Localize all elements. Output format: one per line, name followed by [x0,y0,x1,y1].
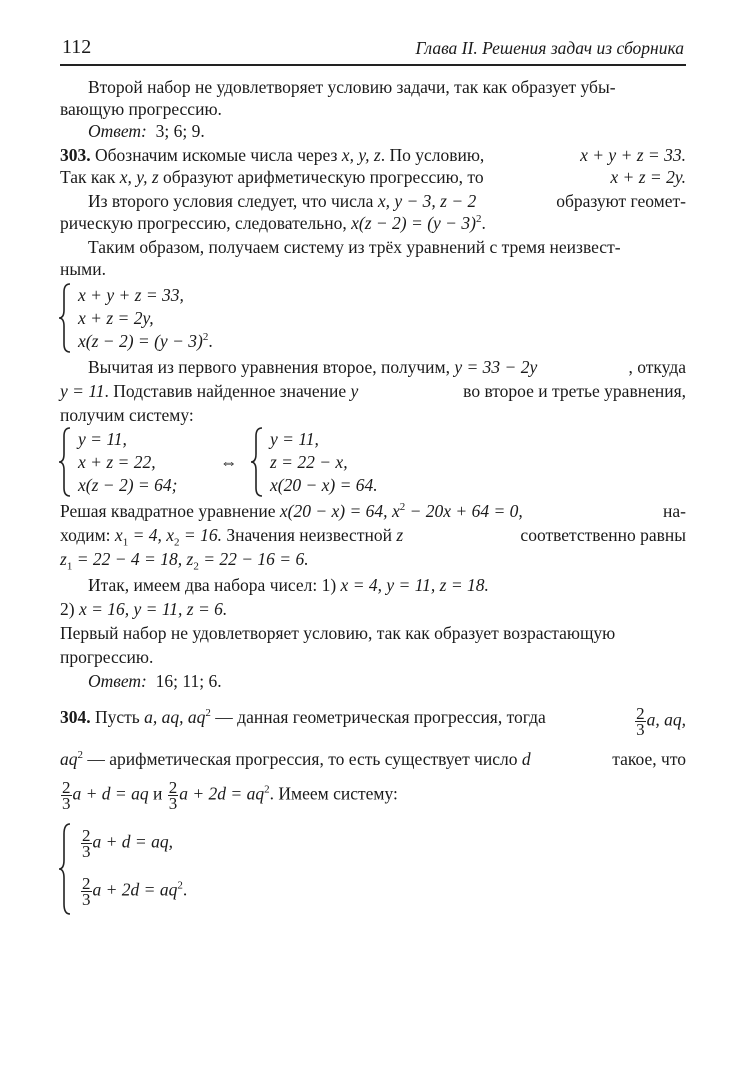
answer-line [88,120,205,142]
answer-label: Ответ: [88,671,147,691]
problem-303-line: ходим: $x_1 = 4$, $x_2 = 16$. Значения неизвестной z соответственно равны [60,525,686,549]
system-equation: x + z = 2y, [78,308,154,328]
problem-303-line: Вычитая из первого уравнения второе, получим, y = 33 − 2y , откуда [88,357,686,377]
problem-303-line: Первый набор не удовлетворяет условию, так как образует возрастающую [60,623,616,643]
problem-303-line: рическую прогрессию, следовательно, $x(z - 2) = (y - 3)^2$. [60,213,486,233]
equivalence-symbol: ⇔ [220,452,238,472]
system-brace [58,426,72,498]
system-equation: z = 22 − x, [270,452,348,472]
system-brace [250,426,264,498]
page-number: 112 [62,36,92,58]
answer-value: 16; 11; 6. [155,671,222,691]
system-brace [58,282,72,354]
problem-303-line: ными. [60,259,106,279]
system-equation: y = 11, [270,429,319,449]
problem-303-line: Так как x, y, z образуют арифметическую прогрессию, то x + z = 2y. [60,167,686,187]
problem-303-line: y = 11. Подставив найденное значение y во второе и третье уравнения, [60,381,686,401]
problem-303-line: 303. Обозначим искомые числа через x, y, z. По условию, x + y + z = 33. [60,145,686,165]
system-equation: x + y + z = 33, [78,285,184,305]
fraction: $\frac{2}{3}$ [636,704,645,739]
fraction: $\frac{2}{3}$ [82,826,91,861]
paragraph-line: Второй набор не удовлетворяет условию задачи, так как образует убы- [88,77,616,97]
fraction: $\frac{2}{3}$ [62,778,71,813]
fraction: $\frac{2}{3}$ [82,874,91,909]
problem-303-line: $z_1 = 22 - 4 = 18$, $z_2 = 22 - 16 = 6$. [60,549,309,573]
problem-304-line: $\frac{2}{3}$ a + d = aq и $\frac{2}{3}$ $a + 2d = aq^2$. Имеем систему: [62,778,398,813]
system-equation: x(20 − x) = 64. [270,475,378,495]
system-equation: $x(z - 2) = (y - 3)^2$. [78,331,213,351]
problem-304-line: $aq^2$ — арифметическая прогрессия, то есть существует число d такое, что [60,749,686,769]
problem-303-line: Таким образом, получаем систему из трёх уравнений с тремя неизвест- [88,237,621,257]
problem-number: 303. [60,145,91,165]
system-equation: $\frac{2}{3}$ a + d = aq, [82,826,173,861]
system-equation: y = 11, [78,429,127,449]
problem-303-line: прогрессию. [60,647,154,667]
problem-303-line: Из второго условия следует, что числа x, y − 3, z − 2 образуют геомет- [88,191,686,211]
answer-value: 3; 6; 9. [155,121,205,141]
answer-label: Ответ: [88,121,147,141]
system-brace [58,822,72,916]
header-rule [60,64,686,66]
problem-303-line: 2) x = 16, y = 11, z = 6. [60,599,228,619]
problem-303-line: получим систему: [60,405,194,425]
fraction: $\frac{2}{3}$ [168,778,178,813]
system-equation: x(z − 2) = 64; [78,475,178,495]
chapter-title: Глава II. Решения задач из сборника [415,38,684,58]
problem-303-line: Итак, имеем два набора чисел: 1) x = 4, y = 11, z = 18. [88,575,489,595]
answer-line [88,670,222,692]
problem-number: 304. [60,707,91,727]
paragraph-line: вающую прогрессию. [60,99,222,119]
system-equation: x + z = 22, [78,452,156,472]
problem-303-line: Решая квадратное уравнение x(20 − x) = 64, $x^2 - 20x + 64 = 0$, на- [60,501,686,521]
system-equation: $\frac{2}{3}$ $a + 2d = aq^2$. [82,874,188,909]
problem-304-line: 304. Пусть a, aq, $aq^2$ — данная геометрическая прогрессия, тогда $\frac{2}{3}$ a, aq, [60,704,686,739]
